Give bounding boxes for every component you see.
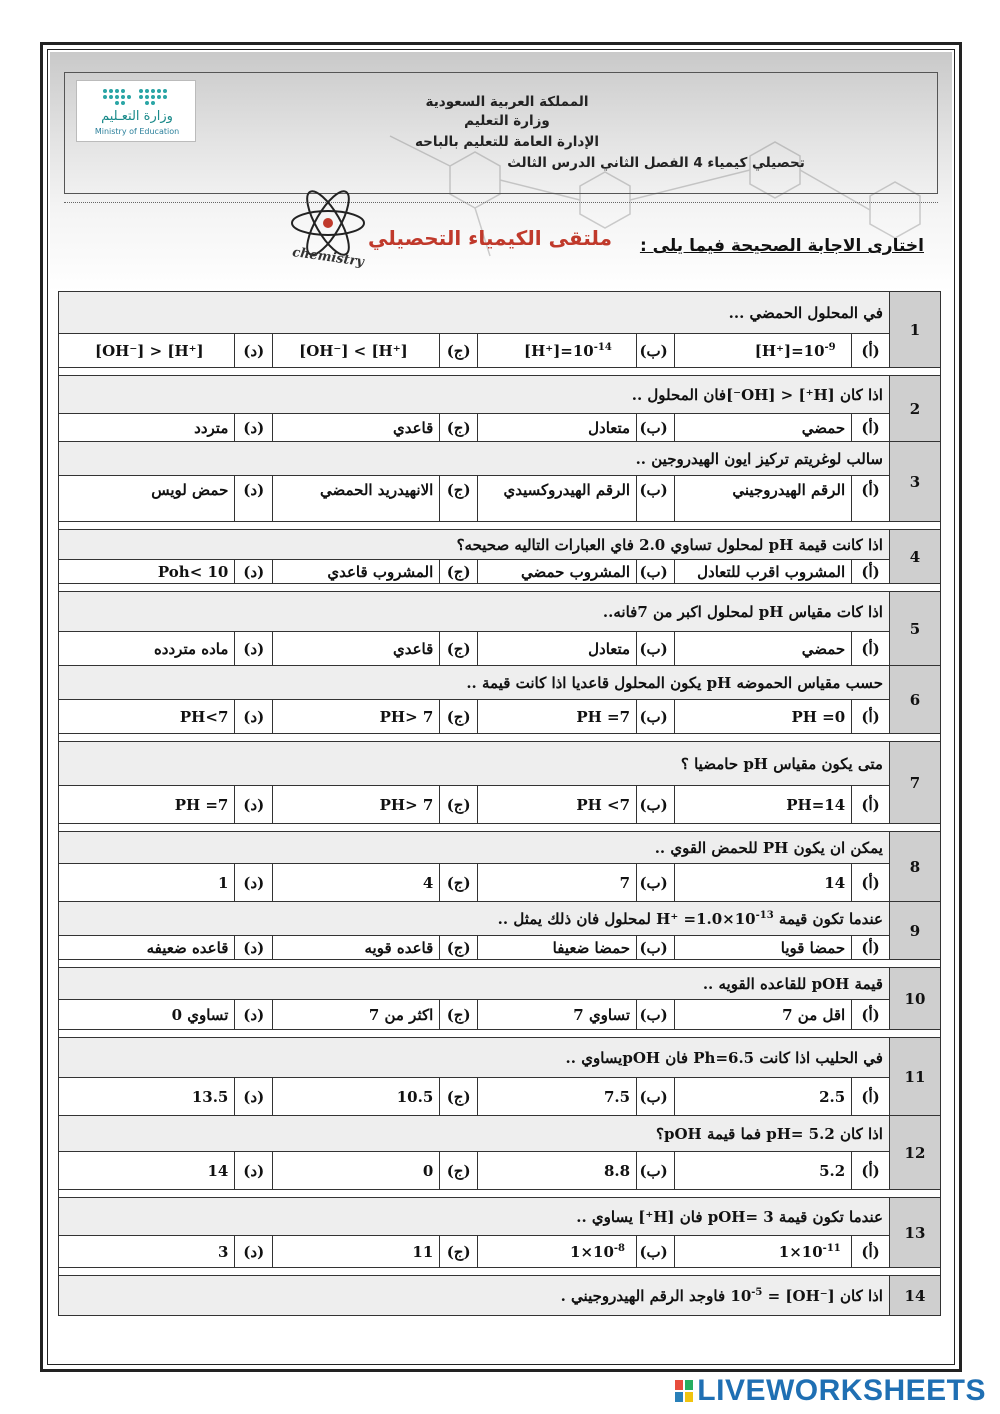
option-d[interactable]: 10 >Poh (59, 560, 235, 584)
options-row (59, 936, 941, 960)
q14-rest: فاوجد الرقم الهيدروجيني . (560, 1286, 726, 1305)
option-a[interactable]: PH=14 (674, 786, 851, 824)
label-c: (ج) (440, 1152, 478, 1190)
row-gap (59, 734, 941, 742)
question-number: 3 (889, 442, 940, 522)
question-row (59, 442, 941, 476)
label-c: (ج) (440, 334, 478, 368)
instruction-text: اختارى الاجابة الصحيحة فيما يلى : (639, 236, 924, 256)
label-b: (ب) (637, 864, 675, 902)
options-row (59, 560, 941, 584)
question-text: اذا كان pH= 5.2 فما قيمة pOH؟ (59, 1116, 890, 1152)
question-row (59, 742, 941, 786)
question-row (59, 1276, 941, 1316)
option-b-base: [H⁺]=10 (524, 341, 594, 360)
option-c[interactable]: 7 <PH (273, 700, 440, 734)
label-b: (ب) (637, 632, 675, 666)
label-d: (د) (235, 560, 273, 584)
question-number: 1 (889, 292, 940, 368)
option-b-base: 1×10 (570, 1242, 614, 1261)
options-row (59, 476, 941, 522)
question-number: 13 (889, 1198, 940, 1268)
option-c[interactable]: الانهيدريد الحمضي (273, 476, 440, 522)
question-number: 5 (889, 592, 940, 666)
row-gap (59, 584, 941, 592)
option-a[interactable]: 2.5 (674, 1078, 851, 1116)
row-gap (59, 1030, 941, 1038)
question-number: 10 (889, 968, 940, 1030)
option-a[interactable]: PH =0 (674, 700, 851, 734)
option-b[interactable]: 7.5 (478, 1078, 637, 1116)
option-b-exp: -14 (593, 341, 612, 353)
option-b[interactable]: 8.8 (478, 1152, 637, 1190)
option-a[interactable]: اقل من 7 (674, 1000, 851, 1030)
option-d[interactable]: 7>PH (59, 700, 235, 734)
question-row (59, 1198, 941, 1236)
label-b: (ب) (637, 936, 675, 960)
option-b-exp: -8 (613, 1242, 626, 1254)
option-c[interactable]: [OH⁻] < [H⁺] (273, 334, 440, 368)
label-d: (د) (235, 334, 273, 368)
question-number: 14 (889, 1276, 940, 1316)
option-d[interactable]: 13.5 (59, 1078, 235, 1116)
row-gap (59, 1190, 941, 1198)
question-text: في الحليب اذا كانت Ph=6.5 فان pOHيساوي .. (59, 1038, 890, 1078)
option-c[interactable]: 4 (273, 864, 440, 902)
chemistry-word: chemistry (291, 245, 365, 270)
question-row (59, 968, 941, 1000)
option-b[interactable]: المشروب حمضي (478, 560, 637, 584)
label-b: (ب) (637, 700, 675, 734)
label-c: (ج) (440, 1236, 478, 1268)
option-c[interactable]: قاعدي (273, 632, 440, 666)
options-row (59, 414, 941, 442)
option-a[interactable]: حمضي (674, 632, 851, 666)
label-a: (أ) (852, 1078, 890, 1116)
question-text: قيمة pOH للقاعده القويه .. (59, 968, 890, 1000)
row-gap (59, 1268, 941, 1276)
option-d[interactable]: [OH⁻] > [H⁺] (59, 334, 235, 368)
label-d: (د) (235, 864, 273, 902)
ministry-title: وزارة التعليم (464, 113, 550, 129)
question-text (59, 902, 890, 936)
options-row (59, 1078, 941, 1116)
label-c: (ج) (440, 786, 478, 824)
liveworksheets-icon (675, 1380, 693, 1402)
question-text: حسب مقياس الحموضه pH يكون المحلول قاعديا اذا كانت قيمة .. (59, 666, 890, 700)
label-c: (ج) (440, 476, 478, 522)
options-row (59, 632, 941, 666)
label-a: (أ) (852, 936, 890, 960)
option-b[interactable] (478, 1236, 637, 1268)
question-row (59, 592, 941, 632)
test-title: تحصيلي كيمياء 4 الفصل الثاني الدرس الثالث (507, 155, 805, 171)
option-c[interactable]: 10.5 (273, 1078, 440, 1116)
options-row (59, 700, 941, 734)
option-b[interactable]: حمضا ضعيفا (478, 936, 637, 960)
label-d: (د) (235, 936, 273, 960)
question-number: 7 (889, 742, 940, 824)
label-b: (ب) (637, 334, 675, 368)
ministry-logo (76, 80, 196, 142)
liveworksheets-text: LIVEWORKSHEETS (697, 1374, 986, 1407)
question-text: اذا كان [H⁺] < [OH⁻]فان المحلول .. (59, 376, 890, 414)
label-a: (أ) (852, 864, 890, 902)
options-row (59, 1152, 941, 1190)
option-b[interactable]: تساوي 7 (478, 1000, 637, 1030)
label-d: (د) (235, 786, 273, 824)
q9-expression (656, 910, 774, 928)
options-row (59, 334, 941, 368)
label-d: (د) (235, 414, 273, 442)
questions-table (58, 291, 941, 1316)
question-row (59, 1038, 941, 1078)
label-b: (ب) (637, 560, 675, 584)
option-d[interactable]: قاعده ضعيفه (59, 936, 235, 960)
option-a[interactable]: حمضا قويا (674, 936, 851, 960)
liveworksheets-logo (675, 1374, 986, 1408)
label-d: (د) (235, 700, 273, 734)
option-d[interactable]: تساوي 0 (59, 1000, 235, 1030)
logo-english-text: Ministry of Education (94, 127, 180, 136)
question-text: سالب لوغريتم تركيز ايون الهيدروجين .. (59, 442, 890, 476)
label-c: (ج) (440, 560, 478, 584)
option-a[interactable]: 5.2 (674, 1152, 851, 1190)
label-a: (أ) (852, 632, 890, 666)
question-row (59, 902, 941, 936)
administration-title: الإدارة العامة للتعليم بالباحه (414, 134, 600, 150)
question-text: اذا كانت قيمة pH لمحلول تساوي 2.0 فاي العبارات التاليه صحيحه؟ (59, 530, 890, 560)
option-a-exp: -9 (824, 341, 836, 353)
label-a: (أ) (852, 1152, 890, 1190)
logo-dots-graphic (97, 87, 177, 109)
q14-value: 10 (730, 1286, 752, 1305)
q14-prefix: اذا كان (840, 1286, 883, 1305)
question-number: 2 (889, 376, 940, 442)
option-b[interactable]: 7 (478, 864, 637, 902)
option-d[interactable]: 3 (59, 1236, 235, 1268)
label-b: (ب) (637, 1000, 675, 1030)
option-d[interactable]: متردد (59, 414, 235, 442)
label-b: (ب) (637, 1078, 675, 1116)
label-a: (أ) (852, 786, 890, 824)
label-a: (أ) (852, 560, 890, 584)
q9-exp: -13 (755, 909, 774, 921)
question-row (59, 530, 941, 560)
option-c[interactable]: 11 (273, 1236, 440, 1268)
question-number: 11 (889, 1038, 940, 1116)
option-a[interactable] (674, 1236, 851, 1268)
option-b[interactable] (478, 334, 637, 368)
label-b: (ب) (637, 1236, 675, 1268)
q14-suffix: = [OH⁻] (767, 1286, 835, 1305)
option-b[interactable]: الرقم الهيدروكسيدي (478, 476, 637, 522)
question-text: عندما تكون قيمة pOH= 3 فان [H⁺] يساوي .. (59, 1198, 890, 1236)
option-b[interactable]: متعادل (478, 414, 637, 442)
options-row (59, 786, 941, 824)
label-c: (ج) (440, 936, 478, 960)
question-text: يمكن ان يكون PH للحمض القوي .. (59, 832, 890, 864)
option-c[interactable]: قاعدي (273, 414, 440, 442)
option-a[interactable]: المشروب اقرب للتعادل (674, 560, 851, 584)
label-d: (د) (235, 1078, 273, 1116)
label-d: (د) (235, 1000, 273, 1030)
question-text: في المحلول الحمضي ... (59, 292, 890, 334)
row-gap (59, 368, 941, 376)
option-c[interactable]: 7 <PH (273, 786, 440, 824)
option-a-base: [H⁺]=10 (754, 341, 825, 360)
question-number: 9 (889, 902, 940, 960)
row-gap (59, 960, 941, 968)
option-b[interactable]: متعادل (478, 632, 637, 666)
option-a[interactable]: الرقم الهيدروجيني (674, 476, 851, 522)
option-d[interactable]: 1 (59, 864, 235, 902)
options-row (59, 1236, 941, 1268)
label-b: (ب) (637, 414, 675, 442)
option-c[interactable]: المشروب قاعدي (273, 560, 440, 584)
label-d: (د) (235, 1236, 273, 1268)
q9-value: 1.0×10 (696, 909, 756, 928)
option-d[interactable]: PH =7 (59, 786, 235, 824)
options-row (59, 864, 941, 902)
label-a: (أ) (852, 414, 890, 442)
q14-exp: -5 (751, 1286, 763, 1298)
label-b: (ب) (637, 476, 675, 522)
question-number: 8 (889, 832, 940, 902)
header-divider (64, 202, 938, 203)
label-c: (ج) (440, 1000, 478, 1030)
option-d[interactable]: حمض لويس (59, 476, 235, 522)
question-row (59, 292, 941, 334)
label-a: (أ) (852, 334, 890, 368)
label-a: (أ) (852, 700, 890, 734)
label-b: (ب) (637, 1152, 675, 1190)
label-d: (د) (235, 1152, 273, 1190)
label-c: (ج) (440, 632, 478, 666)
options-row (59, 1000, 941, 1030)
label-c: (ج) (440, 864, 478, 902)
label-b: (ب) (637, 786, 675, 824)
option-c[interactable]: اكثر من 7 (273, 1000, 440, 1030)
option-a-exp: -11 (822, 1242, 841, 1254)
label-c: (ج) (440, 1078, 478, 1116)
question-text: متى يكون مقياس pH حامضيا ؟ (59, 742, 890, 786)
q9-rest: لمحلول فان ذلك يمثل .. (497, 909, 651, 928)
option-a[interactable]: 14 (674, 864, 851, 902)
option-a-base: 1×10 (778, 1242, 823, 1261)
question-text (59, 1276, 890, 1316)
q14-expression (730, 1287, 834, 1305)
label-a: (أ) (852, 476, 890, 522)
question-row (59, 376, 941, 414)
option-b[interactable]: PH =7 (478, 700, 637, 734)
forum-name: ملتقى الكيمياء التحصيلي (368, 226, 612, 250)
question-number: 6 (889, 666, 940, 734)
row-gap (59, 522, 941, 530)
option-b[interactable]: 7> PH (478, 786, 637, 824)
label-a: (أ) (852, 1000, 890, 1030)
row-gap (59, 824, 941, 832)
question-number: 12 (889, 1116, 940, 1190)
question-row (59, 832, 941, 864)
question-row (59, 1116, 941, 1152)
label-d: (د) (235, 476, 273, 522)
label-a: (أ) (852, 1236, 890, 1268)
option-d[interactable]: ماده متردده (59, 632, 235, 666)
question-number: 4 (889, 530, 940, 584)
q9-suffix: H⁺ = (656, 909, 697, 928)
option-d[interactable]: 14 (59, 1152, 235, 1190)
q9-prefix: عندما تكون قيمة (778, 909, 883, 928)
option-c[interactable]: 0 (273, 1152, 440, 1190)
label-c: (ج) (440, 414, 478, 442)
option-a[interactable] (674, 334, 851, 368)
question-text: اذا كات مقياس pH لمحلول اكبر من 7فانه.. (59, 592, 890, 632)
option-a[interactable]: حمضي (674, 414, 851, 442)
option-c[interactable]: قاعده قويه (273, 936, 440, 960)
label-c: (ج) (440, 700, 478, 734)
label-d: (د) (235, 632, 273, 666)
kingdom-title: المملكة العربية السعودية (425, 94, 589, 110)
logo-arabic-text: وزارة التعـليم (101, 109, 173, 124)
question-row (59, 666, 941, 700)
